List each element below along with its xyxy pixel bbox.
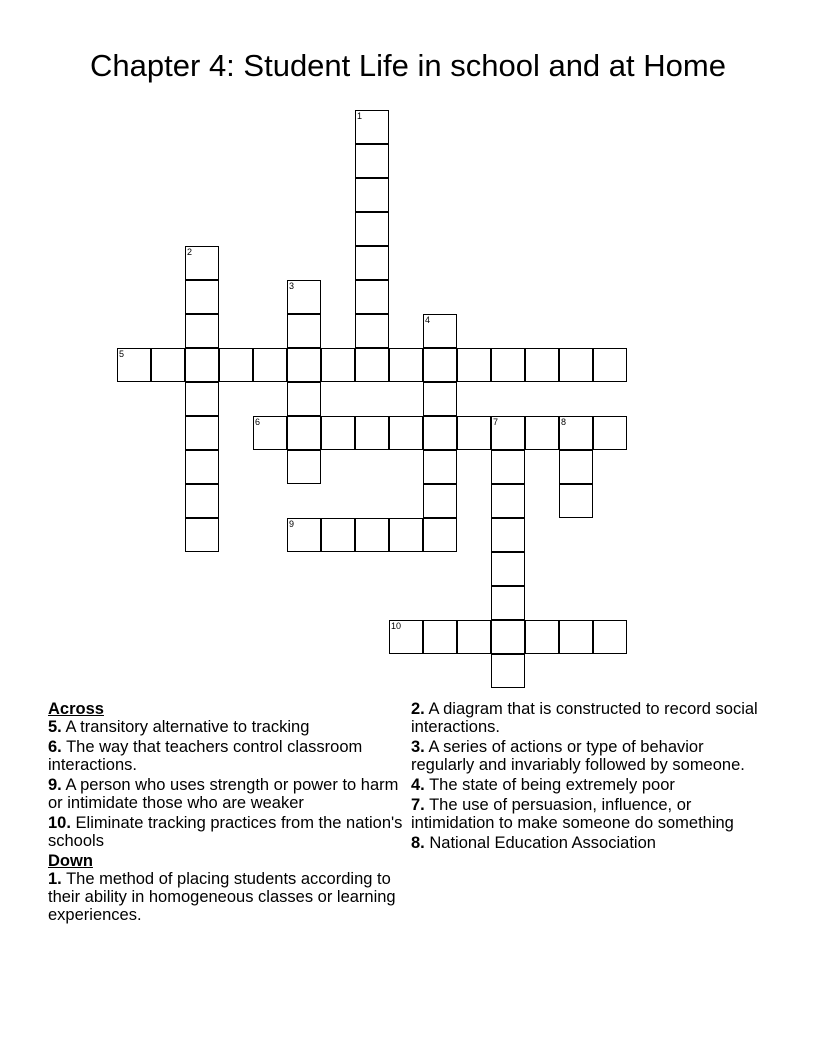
crossword-cell[interactable] [593, 348, 627, 382]
crossword-cell[interactable] [457, 416, 491, 450]
clues-left-column [48, 700, 408, 926]
crossword-cell[interactable] [423, 620, 457, 654]
crossword-cell[interactable] [355, 110, 389, 144]
clue-down-7: 7. The use of persuasion, influence, or intimidation to make someone do something [411, 796, 734, 832]
crossword-cell[interactable] [491, 416, 525, 450]
crossword-cell[interactable] [355, 178, 389, 212]
crossword-cell[interactable] [457, 348, 491, 382]
crossword-cell[interactable] [491, 518, 525, 552]
crossword-cell[interactable] [355, 212, 389, 246]
crossword-cell[interactable] [185, 450, 219, 484]
cell-number: 10 [391, 621, 402, 631]
crossword-cell[interactable] [423, 518, 457, 552]
crossword-cell[interactable] [185, 280, 219, 314]
crossword-cell[interactable] [321, 518, 355, 552]
crossword-cell[interactable] [525, 416, 559, 450]
crossword-cell[interactable] [185, 416, 219, 450]
page-title: Chapter 4: Student Life in school and at Home [90, 48, 726, 83]
cell-number: 7 [493, 417, 499, 427]
clue-down-2: 2. A diagram that is constructed to record social interactions. [411, 700, 758, 736]
cell-number: 1 [357, 111, 363, 121]
crossword-cell[interactable] [185, 314, 219, 348]
crossword-cell[interactable] [389, 416, 423, 450]
crossword-cell[interactable] [423, 450, 457, 484]
crossword-cell[interactable] [355, 518, 389, 552]
crossword-cell[interactable] [355, 246, 389, 280]
clues-right-column [411, 700, 771, 854]
crossword-cell[interactable] [355, 144, 389, 178]
crossword-cell[interactable] [287, 382, 321, 416]
crossword-cell[interactable] [423, 348, 457, 382]
cell-number: 9 [289, 519, 295, 529]
crossword-cell[interactable] [423, 382, 457, 416]
crossword-cell[interactable] [491, 552, 525, 586]
crossword-cell[interactable] [389, 518, 423, 552]
across-heading: Across [48, 700, 104, 718]
crossword-cell[interactable] [185, 246, 219, 280]
crossword-cell[interactable] [287, 348, 321, 382]
crossword-cell[interactable] [491, 348, 525, 382]
crossword-cell[interactable] [185, 484, 219, 518]
crossword-cell[interactable] [593, 620, 627, 654]
crossword-cell[interactable] [559, 348, 593, 382]
crossword-cell[interactable] [185, 382, 219, 416]
crossword-cell[interactable] [525, 348, 559, 382]
crossword-cell[interactable] [491, 620, 525, 654]
crossword-cell[interactable] [287, 416, 321, 450]
cell-number: 2 [187, 247, 193, 257]
crossword-cell[interactable] [423, 416, 457, 450]
crossword-cell[interactable] [355, 280, 389, 314]
clue-down-3: 3. A series of actions or type of behavior regularly and invariably followed by someone. [411, 738, 745, 774]
crossword-cell[interactable] [491, 450, 525, 484]
crossword-cell[interactable] [321, 416, 355, 450]
crossword-cell[interactable] [491, 586, 525, 620]
clue-down-4: 4. The state of being extremely poor [411, 776, 675, 794]
crossword-cell[interactable] [559, 484, 593, 518]
cell-number: 5 [119, 349, 125, 359]
crossword-cell[interactable] [559, 620, 593, 654]
crossword-cell[interactable] [491, 654, 525, 688]
crossword-cell[interactable] [355, 348, 389, 382]
crossword-cell[interactable] [253, 348, 287, 382]
crossword-cell[interactable] [423, 484, 457, 518]
crossword-cell[interactable] [287, 450, 321, 484]
crossword-cell[interactable] [287, 314, 321, 348]
crossword-cell[interactable] [253, 416, 287, 450]
clue-across-5: 5. A transitory alternative to tracking [48, 718, 310, 736]
crossword-cell[interactable] [219, 348, 253, 382]
crossword-cell[interactable] [287, 518, 321, 552]
crossword-cell[interactable] [185, 348, 219, 382]
crossword-cell[interactable] [457, 620, 491, 654]
crossword-cell[interactable] [355, 314, 389, 348]
clue-across-9: 9. A person who uses strength or power to harm or intimidate those who are weaker [48, 776, 399, 812]
cell-number: 6 [255, 417, 261, 427]
crossword-cell[interactable] [185, 518, 219, 552]
clue-across-6: 6. The way that teachers control classroom interactions. [48, 738, 363, 774]
crossword-cell[interactable] [355, 416, 389, 450]
crossword-cell[interactable] [151, 348, 185, 382]
clue-across-10: 10. Eliminate tracking practices from the nation's schools [48, 814, 403, 850]
crossword-cell[interactable] [389, 348, 423, 382]
clue-down-8: 8. National Education Association [411, 834, 656, 852]
crossword-cell[interactable] [525, 620, 559, 654]
crossword-cell[interactable] [593, 416, 627, 450]
crossword-cell[interactable] [321, 348, 355, 382]
crossword-cell[interactable] [491, 484, 525, 518]
clue-down-1: 1. The method of placing students according to their ability in homogeneous classes or learning experiences. [48, 870, 396, 924]
cell-number: 3 [289, 281, 295, 291]
cell-number: 4 [425, 315, 431, 325]
crossword-cell[interactable] [559, 450, 593, 484]
crossword-cell[interactable] [117, 348, 151, 382]
cell-number: 8 [561, 417, 567, 427]
crossword-cell[interactable] [423, 314, 457, 348]
crossword-cell[interactable] [389, 620, 423, 654]
down-heading: Down [48, 852, 93, 870]
crossword-cell[interactable] [287, 280, 321, 314]
crossword-cell[interactable] [559, 416, 593, 450]
